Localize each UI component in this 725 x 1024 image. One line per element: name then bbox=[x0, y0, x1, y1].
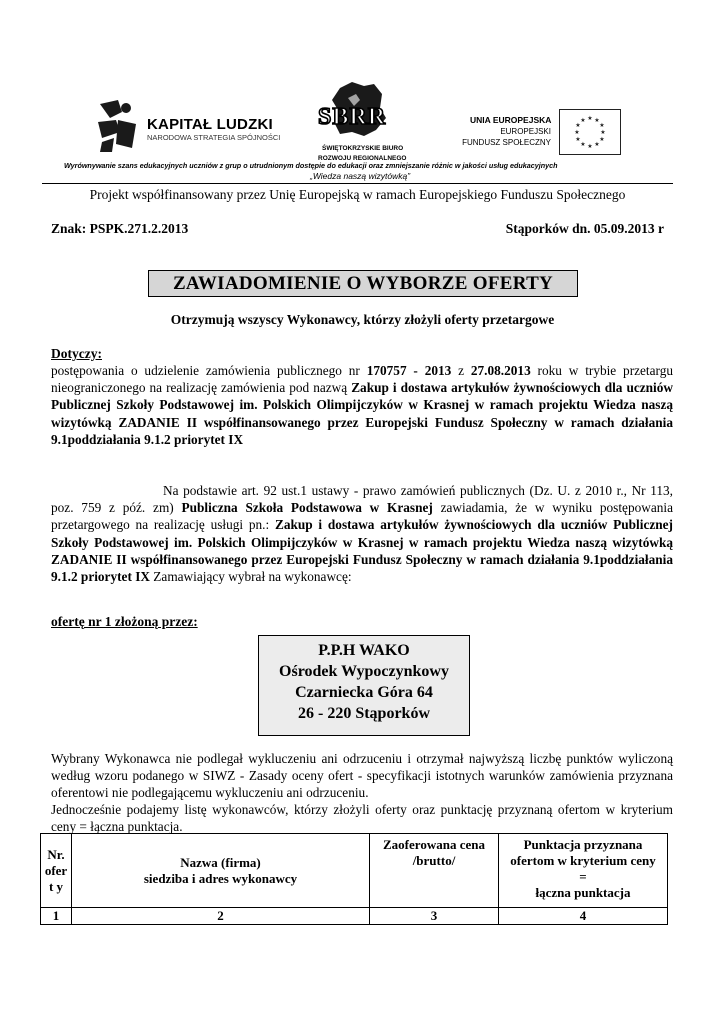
winner-line-3: Czarniecka Góra 64 bbox=[295, 684, 433, 701]
concerns-text-3: roku w trybie przetargu nieograniczonego na realizację zamówienia pod nazwą bbox=[51, 363, 674, 396]
concerns-paragraph bbox=[51, 362, 673, 448]
header-rule bbox=[42, 183, 673, 184]
svg-text:★: ★ bbox=[587, 143, 593, 150]
offer-label: ofertę nr 1 złożoną przez: bbox=[51, 614, 198, 629]
winner-line-2: Ośrodek Wypoczynkowy bbox=[279, 663, 449, 680]
header-offer-number: Nr. ofert y bbox=[41, 834, 72, 908]
sbrr-logo-text: SBRR bbox=[318, 104, 387, 130]
svg-text:★: ★ bbox=[594, 141, 600, 148]
sbrr-caption-1: ŚWIĘTOKRZYSKIE BIURO bbox=[322, 145, 404, 152]
place-date: Stąporków dn. 05.09.2013 r bbox=[505, 221, 664, 236]
cofinance-line: Projekt współfinansowany przez Unię Europejską w ramach Europejskiego Funduszu Społecznego bbox=[89, 187, 626, 202]
winner-line-4: 26 - 220 Stąporków bbox=[297, 705, 430, 722]
kapital-ludzki-title: KAPITAŁ LUDZKI bbox=[147, 116, 273, 133]
recipients-line: Otrzymują wszyscy Wykonawcy, którzy złożyli oferty przetargowe bbox=[170, 312, 555, 327]
concerns-text-1: postępowania o udzielenie zamówienia publicznego nr bbox=[51, 363, 367, 378]
concerns-label: Dotyczy: bbox=[51, 346, 102, 361]
column-number-3: 3 bbox=[370, 908, 499, 925]
eu-line-2: EUROPEJSKI bbox=[500, 127, 551, 136]
kapital-ludzki-emblem bbox=[96, 98, 138, 154]
header-company-name: Nazwa (firma) siedziba i adres wykonawcy bbox=[72, 834, 370, 908]
concerns-text-2: z bbox=[451, 363, 471, 378]
header-price: Zaoferowana cena /brutto/ bbox=[370, 834, 499, 908]
svg-text:★: ★ bbox=[574, 129, 580, 136]
tender-number: 170757 - 2013 bbox=[366, 363, 452, 378]
svg-text:★: ★ bbox=[599, 122, 605, 129]
body-paragraph bbox=[51, 482, 673, 585]
column-number-1: 1 bbox=[41, 908, 72, 925]
tender-date: 27.08.2013 bbox=[470, 363, 531, 378]
list-intro-paragraph: Jednocześnie podajemy listę wykonawców, którzy złożyli oferty oraz punktację przyznaną ofertom w kryterium ceny = łączna punktacja. bbox=[51, 802, 673, 835]
svg-text:★: ★ bbox=[575, 136, 581, 143]
justification-paragraph: Wybrany Wykonawca nie podlegał wykluczeniu ani odrzuceniu i otrzymał najwyższą liczbę punktów wyliczoną według wzoru podanego w SIWZ - Zasady oceny ofert - specyfikacji istotnych warunków zamówienia przyznana oferentowi nie podlegającemu wykluczeniu ani odrzuceniu. bbox=[51, 751, 673, 801]
svg-text:★: ★ bbox=[580, 117, 586, 124]
header-score: Punktacja przyznana ofertom w kryterium ceny = łączna punktacja bbox=[499, 834, 668, 908]
page-title: ZAWIADOMIENIE O WYBORZE OFERTY bbox=[148, 270, 578, 297]
svg-text:★: ★ bbox=[587, 115, 593, 122]
results-table bbox=[40, 833, 668, 925]
concerns-subject: Zakup i dostawa artykułów żywnościowych dla uczniów Publicznej Szkoły Podstawowej im. Polskich Olimpijczyków w Krasnej w ramach projektu Wiedza naszą wizytówką ZADANIE II współfinansowanego przez Europejski Fundusz Społeczny w ramach działania 9.1poddziałania 9.1.2 priorytet IX bbox=[51, 380, 673, 447]
table-row bbox=[41, 908, 668, 925]
body-text-1: Na podstawie art. 92 ust.1 ustawy - prawo zamówień publicznych (Dz. U. z 2010 r., Nr 113, poz. 759 z póź. zm) bbox=[51, 483, 673, 516]
eu-line-3: FUNDUSZ SPOŁECZNY bbox=[462, 138, 551, 147]
svg-text:★: ★ bbox=[575, 122, 581, 129]
winner-box bbox=[258, 635, 470, 736]
kapital-ludzki-subtitle: NARODOWA STRATEGIA SPÓJNOŚCI bbox=[147, 133, 281, 142]
column-number-2: 2 bbox=[72, 908, 370, 925]
eu-flag-icon bbox=[559, 109, 621, 155]
svg-text:★: ★ bbox=[594, 117, 600, 124]
body-text-2: zawiadamia, że w wyniku postępowania przetargowego na realizację usługi pn.: bbox=[51, 500, 673, 533]
project-quote: „Wiedza naszą wizytówką” bbox=[310, 171, 411, 181]
sbrr-caption-2: ROZWOJU REGIONALNEGO bbox=[318, 155, 407, 162]
header-tagline: Wyrównywanie szans edukacyjnych uczniów z grup o utrudnionym dostępie do edukacji oraz zmniejszanie różnic w jakości usług edukacyjnych bbox=[64, 161, 558, 170]
eu-line-1: UNIA EUROPEJSKA bbox=[470, 115, 552, 125]
document-sign: Znak: PSPK.271.2.2013 bbox=[51, 221, 189, 236]
body-school: Publiczna Szkoła Podstawowa w Krasnej bbox=[181, 500, 433, 516]
svg-text:★: ★ bbox=[580, 141, 586, 148]
svg-text:★: ★ bbox=[599, 136, 605, 143]
winner-name: P.P.H WAKO bbox=[318, 642, 410, 659]
body-subject: Zakup i dostawa artykułów żywnościowych dla uczniów Publicznej Szkoły Podstawowej im. Polskich Olimpijczyków w Krasnej w ramach projektu Wiedza naszą wizytówką ZADANIE II współfinansowanego przez Europejski Fundusz Społeczny w ramach działania 9.1poddziałania 9.1.2 priorytet IX bbox=[51, 517, 673, 585]
svg-text:★: ★ bbox=[600, 129, 606, 136]
column-number-4: 4 bbox=[499, 908, 668, 925]
table-header-row bbox=[41, 834, 668, 908]
body-text-3: Zamawiający wybrał na wykonawcę: bbox=[149, 569, 352, 585]
